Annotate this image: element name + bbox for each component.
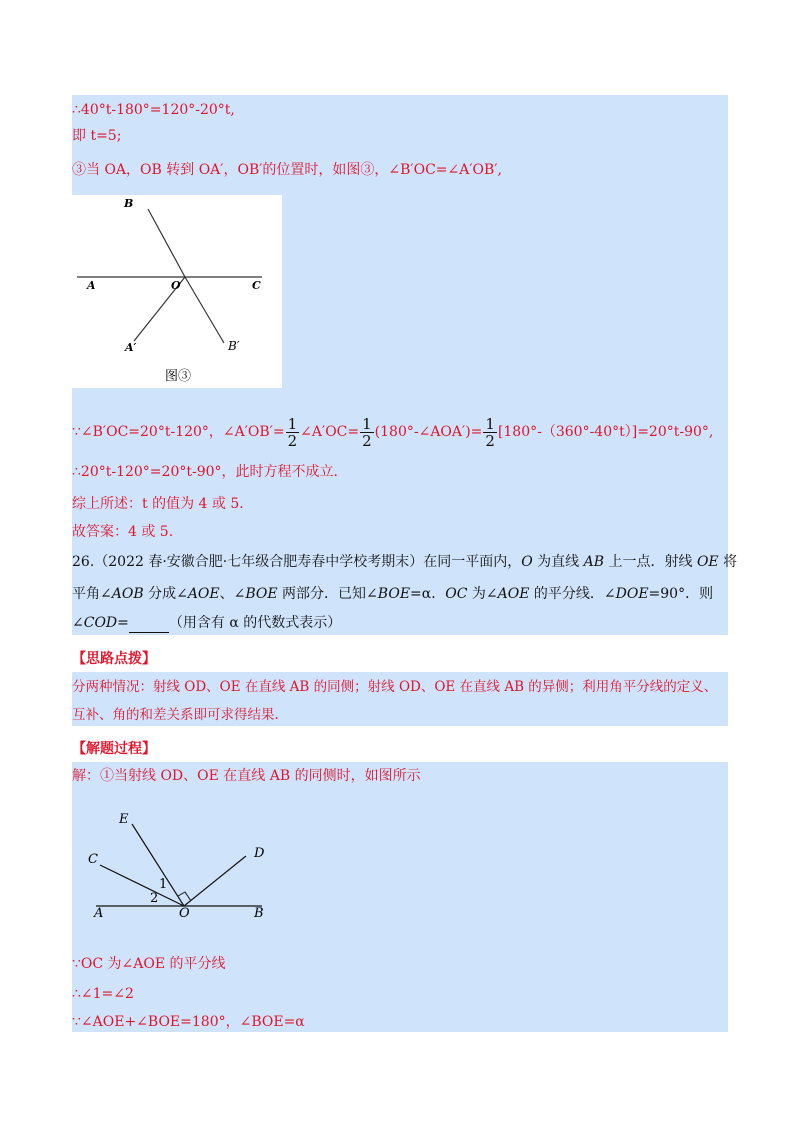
eq4-part-c: (180°-∠AOA′)= xyxy=(374,424,483,440)
case3-line: ③当 OA，OB 转到 OA′，OB′的位置时，如图③，∠B′OC=∠A′OB′, xyxy=(72,162,502,178)
hint-line-1: 分两种情况：射线 OD、OE 在直线 AB 的同侧；射线 OD、OE 在直线 AB 的异侧；利用角平分线的定义、 xyxy=(72,679,718,695)
fraction-half-3: $\frac{1}{2}$ xyxy=(485,414,495,450)
fraction-half-2: $\frac{1}{2}$ xyxy=(362,414,372,450)
fig3-label-o: O xyxy=(171,279,181,292)
answer-blank[interactable] xyxy=(129,618,169,633)
eq4-part-d: [180°-（360°-40°t）]=20°t-90°, xyxy=(497,424,714,440)
hint-line-2: 互补、角的和差关系即可求得结果. xyxy=(72,707,279,723)
solution-line-1: 解：①当射线 OD、OE 在直线 AB 的同侧时，如图所示 xyxy=(72,768,421,784)
fig3-label-b-prime: B′ xyxy=(228,339,240,353)
eq-line-5: ∴20°t-120°=20°t-90°，此时方程不成立. xyxy=(72,464,338,480)
fig3-label-a: A xyxy=(87,279,96,292)
fig-label-a: A xyxy=(94,906,104,921)
fig3-caption: 图③ xyxy=(165,369,192,384)
fig-angle-1: 1 xyxy=(159,877,168,892)
fig3-label-c: C xyxy=(252,279,261,292)
figure-3 xyxy=(72,195,282,388)
fig3-label-a-prime: A′ xyxy=(125,341,137,354)
q26-line-1: 26.（2022 春·安徽合肥·七年级合肥寿春中学校考期末）在同一平面内，O 为直线 AB 上一点．射线 OE 将 xyxy=(72,554,738,570)
eq4-part-b: ∠A′OC= xyxy=(300,424,360,440)
eq-line-1: ∴40°t-180°=120°-20°t, xyxy=(72,102,235,118)
eq-line-2: 即 t=5; xyxy=(72,128,122,144)
fig-label-b: B xyxy=(254,906,264,921)
fig-label-o: O xyxy=(179,906,190,921)
solution-title: 【解题过程】 xyxy=(72,741,156,757)
hint-title: 【思路点拨】 xyxy=(72,651,156,667)
fig-label-e: E xyxy=(119,812,129,827)
solution-figure xyxy=(84,810,274,930)
eq-line-4 xyxy=(72,414,713,450)
fraction-half-1: $\frac{1}{2}$ xyxy=(287,414,298,450)
solution-line-4: ∵∠AOE+∠BOE=180°，∠BOE=α xyxy=(72,1014,305,1030)
q26-line-3: ∠COD= （用含有 α 的代数式表示） xyxy=(72,615,342,631)
solution-line-3: ∴∠1=∠2 xyxy=(72,986,134,1002)
eq4-part-a: ∵∠B′OC=20°t-120°，∠A′OB′= xyxy=(72,424,285,440)
fig-label-c: C xyxy=(88,852,98,867)
answer-line: 故答案：4 或 5. xyxy=(72,524,174,540)
fig-angle-2: 2 xyxy=(150,891,159,906)
q26-line-2: 平角∠AOB 分成∠AOE、∠BOE 两部分．已知∠BOE=α．OC 为∠AOE 的平分线．∠DOE=90°．则 xyxy=(72,586,714,602)
fig-label-d: D xyxy=(254,846,265,861)
summary-line: 综上所述：t 的值为 4 或 5. xyxy=(72,496,244,512)
solution-line-2: ∵OC 为∠AOE 的平分线 xyxy=(72,956,226,972)
fig3-label-b: B xyxy=(124,197,134,210)
